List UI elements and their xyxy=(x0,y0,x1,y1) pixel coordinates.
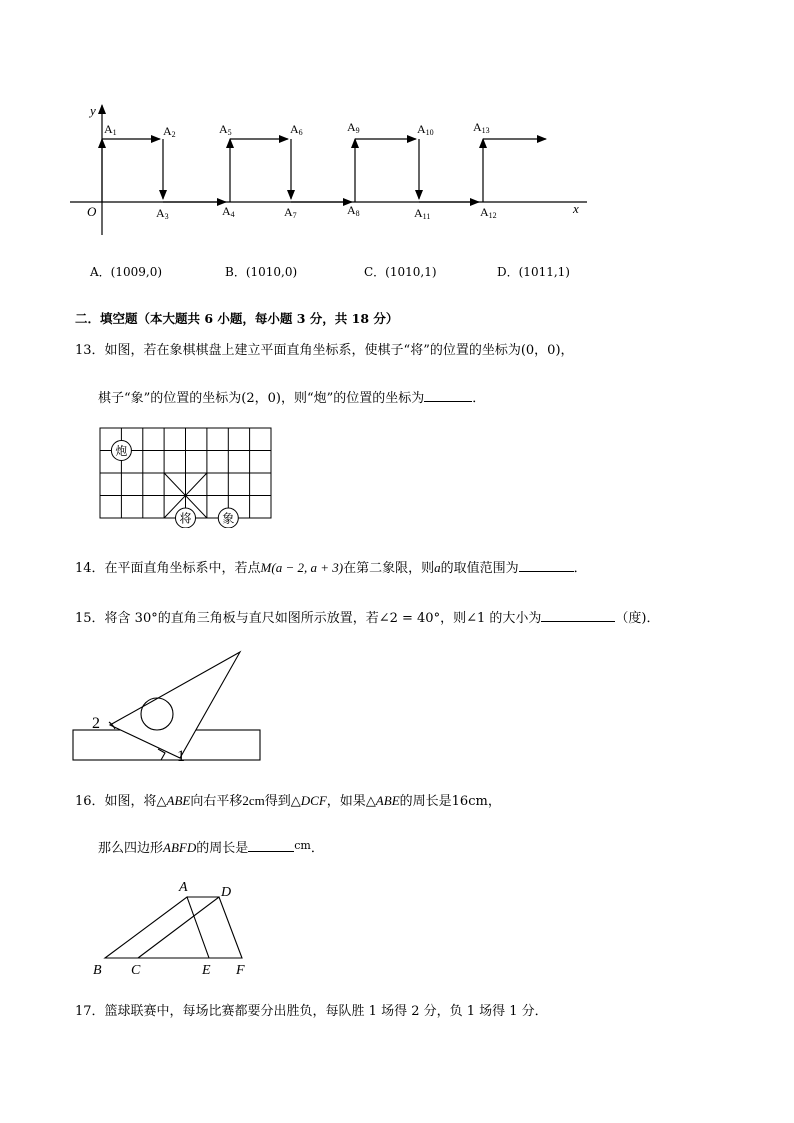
label-a3: A3 xyxy=(156,206,169,221)
piece-xiang xyxy=(218,508,238,528)
label-a11: A11 xyxy=(414,206,431,221)
q13-line1: 13．如图，若在象棋棋盘上建立平面直角坐标系，使棋子“将”的位置的坐标为(0，0)， xyxy=(75,343,574,358)
q13-chessboard xyxy=(95,423,277,528)
section-2-title: 二．填空题（本大题共 6 小题，每小题 3 分，共 18 分） xyxy=(75,311,399,326)
q16-quad: ABFD xyxy=(163,840,197,855)
q17-line: 17．篮球联赛中，每场比赛都要分出胜负，每队胜 1 场得 2 分，负 1 场得 1 分． xyxy=(75,1004,548,1019)
origin-label: O xyxy=(87,204,97,219)
label-a10: A10 xyxy=(417,122,434,137)
label-a12: A12 xyxy=(480,205,497,220)
q16-label-d: D xyxy=(221,885,232,900)
label-a9: A9 xyxy=(347,120,360,135)
piece-pao xyxy=(111,441,131,461)
q15-angle-1-label: 1 xyxy=(177,748,185,765)
x-axis-label: x xyxy=(573,201,579,216)
q16-text-f: ， xyxy=(487,794,501,809)
q12-figure xyxy=(60,95,600,245)
label-a6: A6 xyxy=(290,122,303,137)
q16-text-e: 的周长是 xyxy=(399,794,452,809)
q16-text-b: 向右平移 xyxy=(190,794,243,809)
y-axis-label: y xyxy=(90,103,96,118)
q14-end: ． xyxy=(573,561,587,576)
q14-answer-blank[interactable] xyxy=(519,557,574,572)
q16-tri-dcf: △DCF xyxy=(290,793,327,808)
q16-text-d: ，如果 xyxy=(326,794,366,809)
q16-tri-abe: △ABE xyxy=(156,793,191,808)
label-a13: A13 xyxy=(473,120,490,135)
q14-coords: (a − 2, a + 3) xyxy=(271,560,344,575)
option-a: A．(1009,0) xyxy=(90,265,163,279)
q16-line2 xyxy=(98,837,324,858)
q16-text-a: 16．如图，将 xyxy=(75,794,157,809)
svg-text:将: 将 xyxy=(179,511,192,526)
q16-answer-blank[interactable] xyxy=(248,837,294,852)
q16-label-c: C xyxy=(131,963,141,978)
q13-line2 xyxy=(98,387,485,408)
option-c: C．(1010,1) xyxy=(364,265,437,279)
q15-text-pre: 15．将含 30°的直角三角板与直尺如图所示放置，若∠2 = 40°，则∠1 的大小为 xyxy=(75,611,542,626)
q16-unit: cm xyxy=(294,839,311,852)
q16-label-b: B xyxy=(93,963,102,978)
q15-figure xyxy=(65,645,270,770)
label-a4: A4 xyxy=(222,204,235,219)
q16-text-h: 的周长是 xyxy=(196,841,249,856)
q16-perimeter: 16cm xyxy=(451,794,488,809)
q16-tri-abe-2: △ABE xyxy=(365,793,400,808)
q14-text-post: 的取值范围为 xyxy=(440,561,519,576)
q16-figure xyxy=(88,875,258,980)
q16-label-f: F xyxy=(236,963,245,978)
q16-text-c: 得到 xyxy=(264,794,291,809)
label-a2: A2 xyxy=(163,124,176,139)
q14-point: M xyxy=(260,560,272,575)
label-a5: A5 xyxy=(219,122,232,137)
q15-line xyxy=(75,607,659,628)
label-a1: A1 xyxy=(104,122,117,137)
q16-label-e: E xyxy=(202,963,211,978)
q14-text-pre: 14．在平面直角坐标系中，若点 xyxy=(75,561,261,576)
svg-text:炮: 炮 xyxy=(115,444,128,458)
q15-angle-2-label: 2 xyxy=(92,715,100,732)
q14-line xyxy=(75,557,587,578)
option-b: B．(1010,0) xyxy=(225,265,298,279)
q15-text-post: （度)． xyxy=(615,611,660,626)
q16-distance: 2cm xyxy=(242,793,265,808)
label-a7: A7 xyxy=(284,205,297,220)
q14-var: a xyxy=(434,560,441,575)
piece-jiang xyxy=(176,508,196,528)
q13-line2-end: ． xyxy=(472,391,486,406)
q13-answer-blank[interactable] xyxy=(424,387,472,402)
q14-text-mid: 在第二象限，则 xyxy=(343,561,435,576)
q16-text-i: ． xyxy=(310,841,324,856)
svg-text:象: 象 xyxy=(222,511,235,526)
option-d: D．(1011,1) xyxy=(497,265,570,279)
q16-label-a: A xyxy=(179,880,188,895)
q15-answer-blank[interactable] xyxy=(541,607,615,622)
label-a8: A8 xyxy=(347,203,360,218)
q16-text-g: 那么四边形 xyxy=(98,841,164,856)
q13-line2-text: 棋子“象”的位置的坐标为(2，0)，则“炮”的位置的坐标为 xyxy=(98,391,425,406)
q16-line1 xyxy=(75,792,501,811)
